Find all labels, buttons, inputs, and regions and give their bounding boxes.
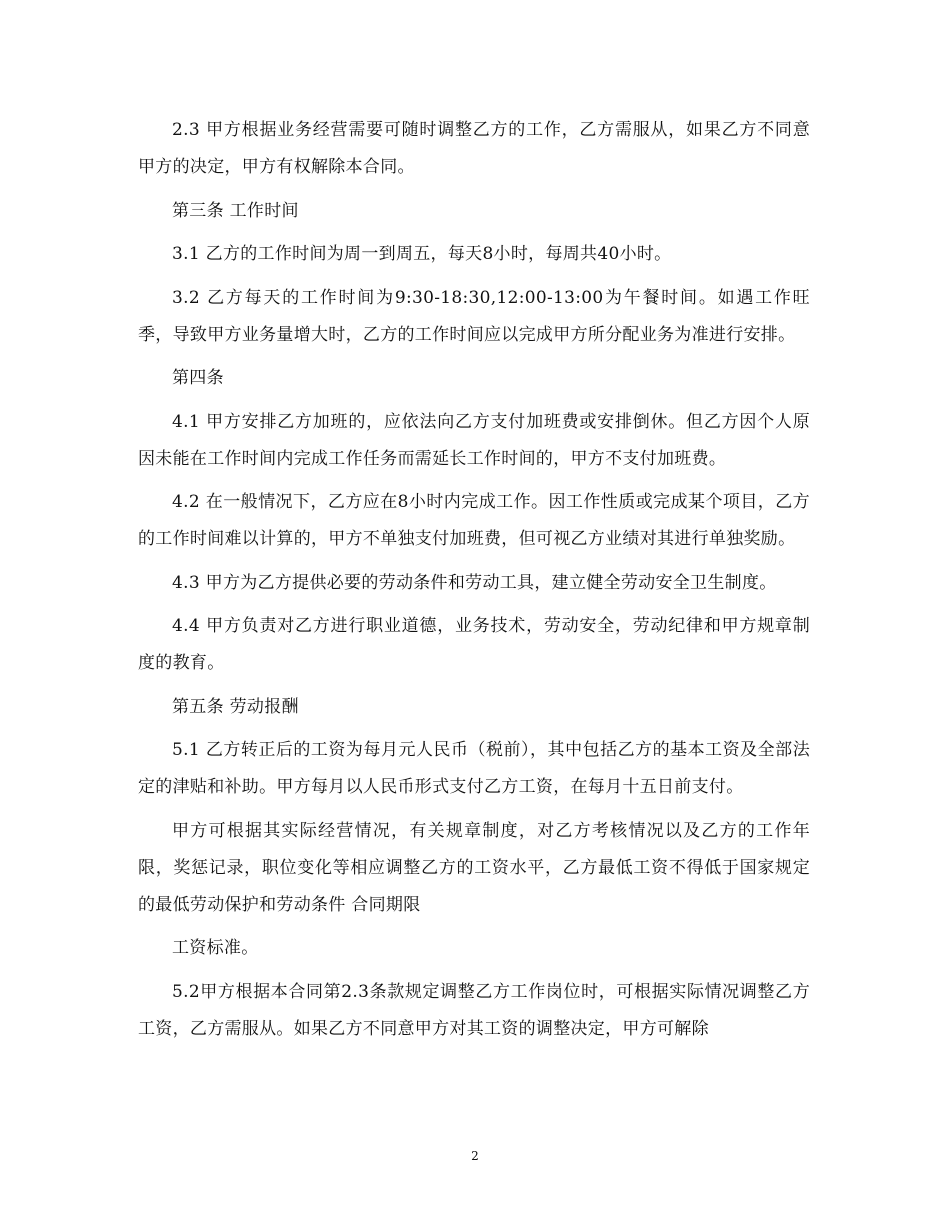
clause-4-4: 4.4 甲方负责对乙方进行职业道德，业务技术，劳动安全，劳动纪律和甲方规章制度的教育。 bbox=[138, 616, 810, 673]
clause-3-1: 3.1 乙方的工作时间为周一到周五，每天8小时，每周共40小时。 bbox=[172, 244, 672, 264]
clause-5-1: 5.1 乙方转正后的工资为每月元人民币（税前），其中包括乙方的基本工资及全部法定的津贴和补助。甲方每月以人民币形式支付乙方工资，在每月十五日前支付。 bbox=[138, 740, 810, 797]
salary-adjustment-paragraph: 甲方可根据其实际经营情况，有关规章制度，对乙方考核情况以及乙方的工作年限，奖惩记录，职位变化等相应调整乙方的工资水平，乙方最低工资不得低于国家规定的最低劳动保护和劳动条件 合同期限 bbox=[138, 820, 810, 915]
clause-3-2: 3.2 乙方每天的工作时间为9:30-18:30,12:00-13:00为午餐时间。如遇工作旺季，导致甲方业务量增大时，乙方的工作时间应以完成甲方所分配业务为准进行安排。 bbox=[138, 287, 810, 345]
page-number: 2 bbox=[471, 1149, 479, 1163]
salary-standard-line: 工资标准。 bbox=[172, 938, 259, 958]
clause-2-3: 2.3 甲方根据业务经营需要可随时调整乙方的工作，乙方需服从，如果乙方不同意甲方的决定，甲方有权解除本合同。 bbox=[138, 120, 810, 177]
article-3-heading: 第三条 工作时间 bbox=[172, 200, 299, 221]
article-5-heading: 第五条 劳动报酬 bbox=[172, 696, 299, 717]
clause-5-2: 5.2甲方根据本合同第2.3条款规定调整乙方工作岗位时，可根据实际情况调整乙方工资，乙方需服从。如果乙方不同意甲方对其工资的调整决定，甲方可解除 bbox=[138, 981, 810, 1039]
clause-4-1: 4.1 甲方安排乙方加班的，应依法向乙方支付加班费或安排倒休。但乙方因个人原因未能在工作时间内完成工作任务而需延长工作时间的，甲方不支付加班费。 bbox=[138, 411, 810, 469]
clause-4-3: 4.3 甲方为乙方提供必要的劳动条件和劳动工具，建立健全劳动安全卫生制度。 bbox=[172, 572, 777, 593]
clause-4-2: 4.2 在一般情况下，乙方应在8小时内完成工作。因工作性质或完成某个项目，乙方的工作时间难以计算的，甲方不单独支付加班费，但可视乙方业绩对其进行单独奖励。 bbox=[138, 492, 810, 549]
article-4-heading: 第四条 bbox=[172, 368, 224, 388]
document-body bbox=[138, 112, 810, 1054]
